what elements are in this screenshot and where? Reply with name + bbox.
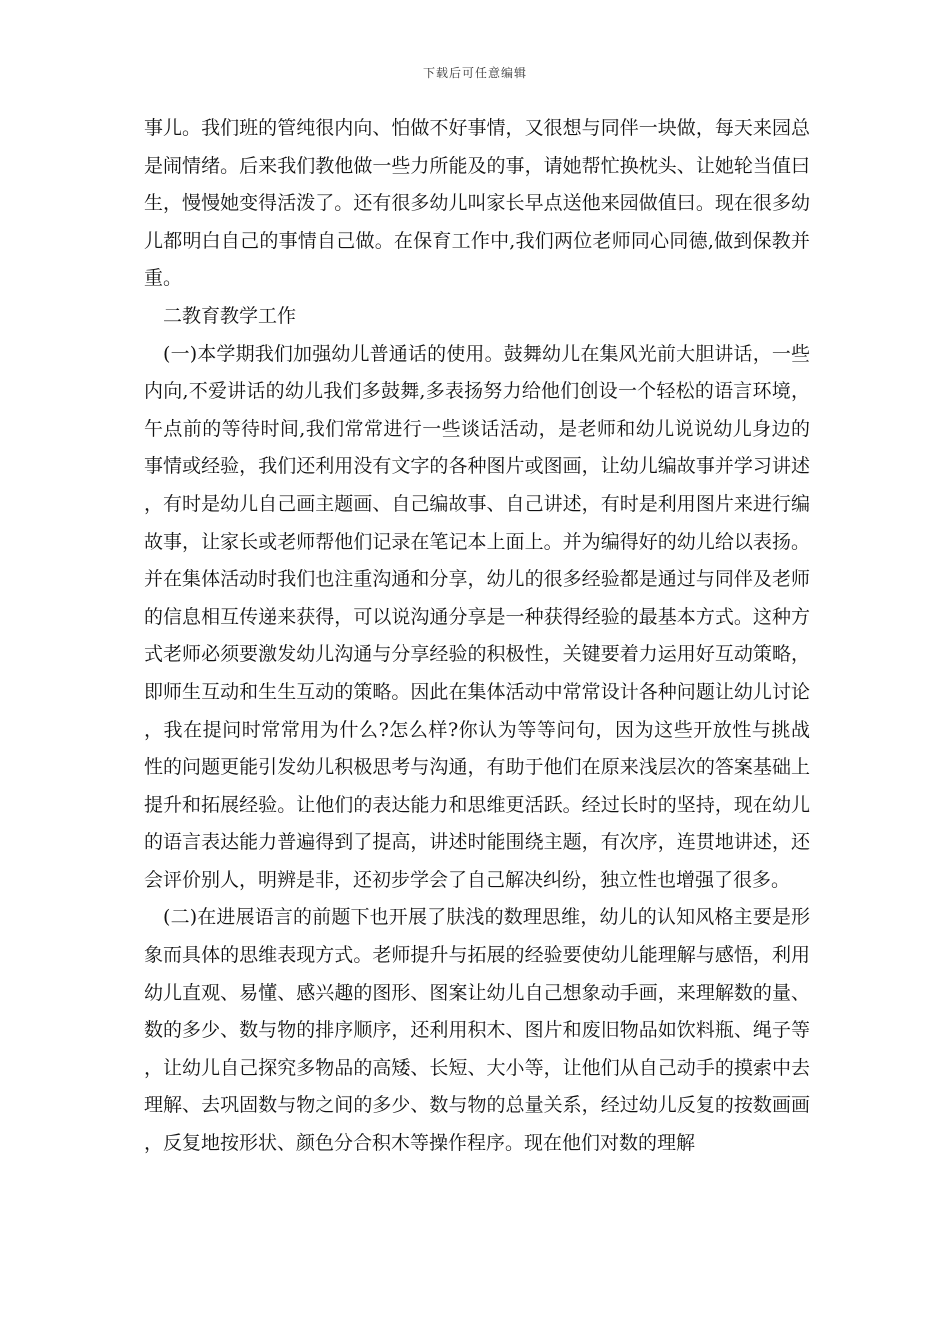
page-header: 下载后可任意编辑 [422, 66, 527, 80]
document-body [144, 110, 810, 1163]
section-heading: 二教育教学工作 [163, 304, 297, 327]
paragraph-math-thinking: (二)在进展语言的前题下也开展了肤浅的数理思维，幼儿的认知风格主要是形象而具体的思维表现方式。老师提升与拓展的经验要使幼儿能理解与感悟，利用幼儿直观、易懂、感兴趣的图形、图案让幼儿自己想象动手画，来理解数的量、数的多少、数与物的排序顺序，还利用积木、图片和废旧物品如饮料瓶、绳子等，让幼儿自己探究多物品的高矮、长短、大小等，让他们从自己动手的摸索中去理解、去巩固数与物之间的多少、数与物的总量关系，经过幼儿反复的按数画画，反复地按形状、颜色分合积木等操作程序。现在他们对数的理解 [144, 906, 810, 1155]
paragraph-language-teaching: (一)本学期我们加强幼儿普通话的使用。鼓舞幼儿在集风光前大胆讲话，一些内向,不爱讲话的幼儿我们多鼓舞,多表扬努力给他们创设一个轻松的语言环境，午点前的等待时间,我们常常进行一些谈话活动，是老师和幼儿说说幼儿身边的事情或经验，我们还利用没有文字的各种图片或图画，让幼儿编故事并学习讲述，有时是幼儿自己画主题画、自己编故事、自己讲述，有时是利用图片来进行编故事，让家长或老师帮他们记录在笔记本上面上。并为编得好的幼儿给以表扬。并在集体活动时我们也注重沟通和分享，幼儿的很多经验都是通过与同伴及老师的信息相互传递来获得，可以说沟通分享是一种获得经验的最基本方式。这种方式老师必须要激发幼儿沟通与分享经验的积极性，关键要着力运用好互动策略，即师生互动和生生互动的策略。因此在集体活动中常常设计各种问题让幼儿讨论，我在提问时常常用为什么?怎么样?你认为等等问句，因为这些开放性与挑战性的问题更能引发幼儿积极思考与沟通，有助于他们在原来浅层次的答案基础上提升和拓展经验。让他们的表达能力和思维更活跃。经过长时的坚持，现在幼儿的语言表达能力普遍得到了提高，讲述时能围绕主题，有次序，连贯地讲述，还会评价别人，明辨是非，还初步学会了自己解决纠纷，独立性也增强了很多。 [144, 342, 810, 891]
paragraph-continued: 事儿。我们班的管纯很内向、怕做不好事情，又很想与同伴一块做，每天来园总是闹情绪。后来我们教他做一些力所能及的事，请她帮忙换枕头、让她轮当值曰生，慢慢她变得活泼了。还有很多幼儿叫家长早点送他来园做值曰。现在很多幼儿都明白自己的事情自己做。在保育工作中,我们两位老师同心同德,做到保教并重。 [144, 117, 810, 290]
